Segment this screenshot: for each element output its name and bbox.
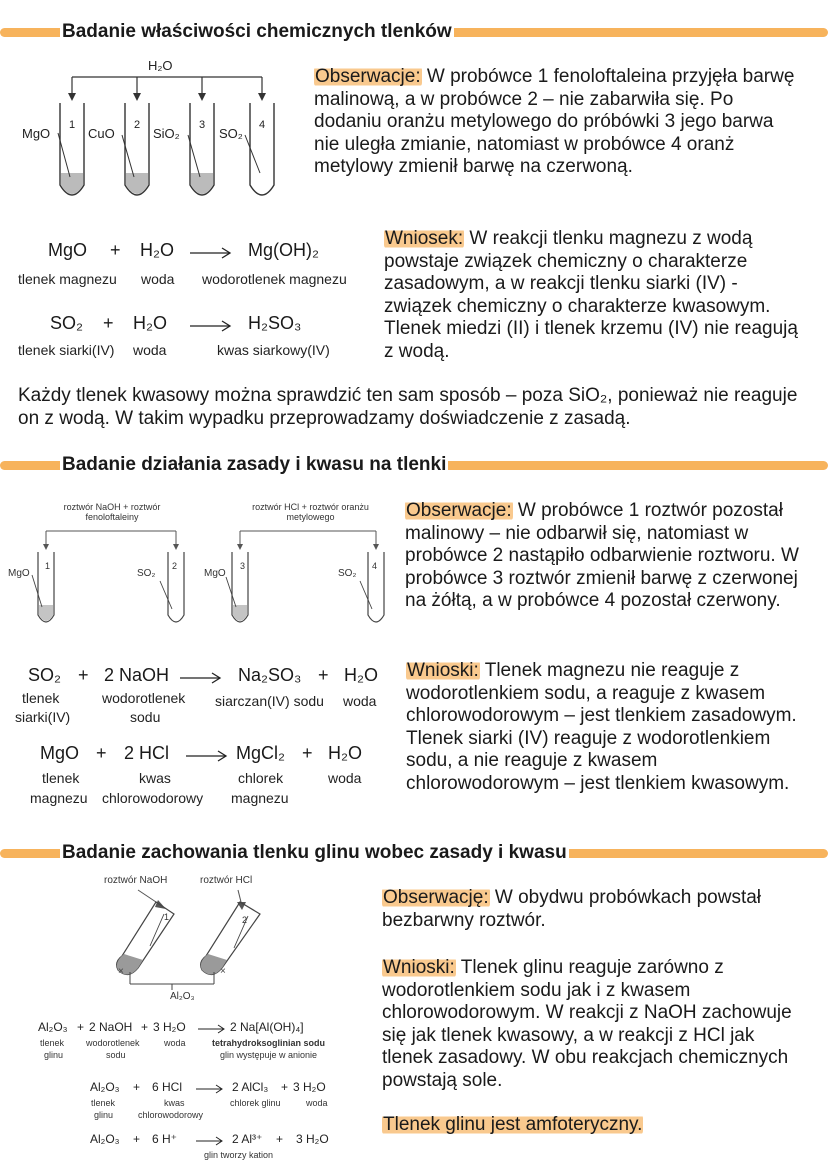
eq1-b-name: woda: [141, 271, 175, 287]
s3-conclusions-text: Tlenek glinu reaguje zarówno z wodorotlenkiem sodu jak i z kwasem chlorowodorowym. W reakcji z NaOH zachowuje się jak tlenek kwasowy, a w reakcji z HCl jak tlenek zasadowy. W obu reakcjach chemicznych powstają sole.: [382, 957, 792, 1091]
s3-left-reagent: roztwór NaOH: [104, 875, 168, 886]
tube4-number: 4: [259, 119, 266, 131]
s3-eq2-p1: +: [133, 1080, 141, 1094]
s3-eq3-arrow-icon: [196, 1136, 226, 1146]
s3-eq2-d-n: woda: [306, 1098, 328, 1108]
right-reagent-label: roztwór HCl + roztwór oranżu metylowego: [252, 502, 369, 522]
eq2-c-name: kwas siarkowy(IV): [217, 342, 330, 358]
s2-tube3-substance: MgO: [204, 568, 226, 579]
s2-eq1-b-name2: sodu: [130, 709, 161, 725]
s2-eq1-plus1: +: [78, 665, 89, 685]
s2-eq2-plus2: +: [302, 743, 313, 763]
eq2-arrow-icon: [190, 320, 234, 332]
s2-tube2-substance: SO₂: [137, 568, 156, 579]
s2-eq2-b-name2: chlorowodorowy: [102, 790, 204, 806]
s3-eq3-b: 6 H⁺: [152, 1132, 178, 1146]
tube1-number: 1: [69, 119, 76, 131]
section2-conclusions: [406, 660, 801, 795]
s3-tube2-number: 2: [242, 915, 248, 925]
s3-eq2-b-n1: kwas: [164, 1098, 185, 1108]
s3-conclusions-label: Wnioski:: [383, 957, 455, 978]
conclusion-label: Wniosek:: [385, 228, 464, 249]
s2-eq1-c: Na₂SO₃: [238, 665, 302, 685]
s3-eq1-arrow-icon: [198, 1024, 228, 1034]
s3-eq1-d: 2 Na[Al(OH)₄]: [230, 1020, 304, 1034]
svg-text:×: ×: [220, 966, 226, 977]
s3-eq1-a: Al₂O₃: [38, 1020, 68, 1034]
section1-conclusion: [384, 228, 804, 363]
section2-title: Badanie działania zasady i kwasu na tlenki: [62, 454, 447, 475]
s2-eq2-d-name: woda: [328, 770, 362, 786]
s3-eq1-d-n2: glin występuje w anionie: [220, 1050, 318, 1060]
s3-tube1-number: 1: [164, 912, 170, 922]
section3-conclusions: [382, 957, 802, 1092]
s3-eq1-a-n2: glinu: [44, 1050, 64, 1060]
final-statement: Tlenek glinu jest amfoteryczny.: [383, 1114, 643, 1135]
section2-observations: [405, 500, 805, 613]
s2-eq1-plus2: +: [318, 665, 329, 685]
s3-observations-text: W obydwu probówkach powstał bezbarwny roztwór.: [382, 887, 762, 931]
s3-eq3-p2: +: [276, 1132, 284, 1146]
s2-eq2-arrow-icon: [186, 750, 230, 762]
s2-tube1-substance: MgO: [8, 568, 30, 579]
s2-eq2-a-name2: magnezu: [30, 790, 88, 806]
s2-eq2-b: 2 HCl: [124, 743, 170, 763]
s3-eq1-p1: +: [77, 1020, 85, 1034]
s2-eq1-d-name: woda: [343, 693, 377, 709]
s2-eq1-c-name: siarczan(IV) sodu: [215, 693, 324, 709]
s3-eq2-c: 2 AlCl₃: [232, 1080, 269, 1094]
conclusion-text: W reakcji tlenku magnezu z wodą powstaje związek chemiczny o charakterze zasadowym, a w reakcji tlenku siarki (IV) - związek chemiczny o charakterze kwasowym. Tlenek miedzi (II) i tlenek krzemu (IV) nie reagują z wodą.: [384, 228, 798, 362]
base-acid-tubes-diagram: [0, 525, 400, 635]
left-reagent-label: roztwór NaOH + roztwór fenoloftaleiny: [63, 502, 161, 522]
section3-final: [382, 1114, 802, 1137]
s3-eq2-b: 6 HCl: [152, 1080, 183, 1094]
eq1-reactant-b: H₂O: [140, 240, 174, 260]
s3-eq1-c: 3 H₂O: [153, 1020, 186, 1034]
eq1-plus: +: [110, 240, 121, 260]
tube4-substance: SO₂: [219, 126, 243, 141]
s2-eq2-a-name1: tlenek: [42, 770, 80, 786]
s3-eq3-note: glin tworzy kation: [204, 1150, 274, 1160]
eq1-a-name: tlenek magnezu: [18, 271, 117, 287]
s3-right-reagent: roztwór HCl: [200, 875, 253, 886]
s2-eq1-a-name2: siarki(IV): [15, 709, 71, 725]
eq2-reactant-a: SO₂: [50, 313, 83, 333]
s2-eq2-a: MgO: [40, 743, 80, 763]
section1-title: Badanie właściwości chemicznych tlenków: [62, 21, 452, 42]
s3-eq3-c: 2 Al³⁺: [232, 1132, 263, 1146]
s2-eq1-d: H₂O: [344, 665, 378, 685]
s2-conclusions-text: Tlenek magnezu nie reaguje z wodorotlenkiem sodu, a reaguje z kwasem chlorowodorowym – jest tlenkiem zasadowym. Tlenek siarki (IV) reaguje z wodorotlenkiem sodu, a nie reaguje z kwasem chlorowodorowym – jest tlenkiem kwasowym.: [406, 660, 797, 794]
s3-eq2-arrow-icon: [196, 1084, 226, 1094]
test-tubes-water-diagram: [0, 55, 300, 195]
eq2-b-name: woda: [133, 342, 167, 358]
eq1-arrow-icon: [190, 247, 234, 259]
section3-title: Badanie zachowania tlenku glinu wobec zasady i kwasu: [62, 842, 567, 863]
eq1-c-name: wodorotlenek magnezu: [202, 271, 347, 287]
s3-eq3-d: 3 H₂O: [296, 1132, 329, 1146]
s3-eq2-p2: +: [281, 1080, 289, 1094]
s2-eq2-d: H₂O: [328, 743, 362, 763]
s2-eq2-plus1: +: [96, 743, 107, 763]
s2-tube2-number: 2: [172, 561, 178, 571]
s2-tube4-number: 4: [372, 561, 378, 571]
s2-tube1-number: 1: [45, 561, 51, 571]
s3-eq2-c-n: chlorek glinu: [230, 1098, 281, 1108]
s3-eq2-a-n2: glinu: [94, 1110, 114, 1120]
s2-eq1-b: 2 NaOH: [104, 665, 170, 685]
section1-observations: [314, 66, 804, 179]
s2-eq2-c-name2: magnezu: [231, 790, 289, 806]
s3-eq1-d-n1: tetrahydroksoglinian sodu: [212, 1038, 326, 1048]
eq1-product: Mg(OH)₂: [248, 240, 319, 260]
s2-eq2-b-name1: kwas: [139, 770, 171, 786]
eq2-reactant-b: H₂O: [133, 313, 167, 333]
s2-eq1-arrow-icon: [180, 672, 224, 684]
s2-eq1-a: SO₂: [28, 665, 61, 685]
section3-observations: [382, 887, 812, 932]
s2-tube4-substance: SO₂: [338, 568, 357, 579]
s2-tube3-number: 3: [240, 561, 246, 571]
s3-eq2-d: 3 H₂O: [293, 1080, 326, 1094]
s3-observations-label: Obserwację:: [383, 887, 489, 908]
s3-eq1-b-n2: sodu: [106, 1050, 126, 1060]
s3-eq1-a-n1: tlenek: [40, 1038, 65, 1048]
observations-label: Obserwacje:: [315, 66, 421, 87]
s2-eq1-a-name1: tlenek: [22, 690, 60, 706]
alumina-tubes-diagram: [110, 886, 290, 996]
s3-eq2-a: Al₂O₃: [90, 1080, 120, 1094]
s2-eq2-c: MgCl₂: [236, 743, 285, 763]
s3-eq1-b: 2 NaOH: [89, 1020, 133, 1034]
s3-eq1-p2: +: [141, 1020, 149, 1034]
s2-eq1-b-name1: wodorotlenek: [102, 690, 186, 706]
section1-note: Każdy tlenek kwasowy można sprawdzić ten sam sposób – poza SiO₂, ponieważ nie reaguje on z wodą. W takim wypadku przeprowadzamy doświadczenie z zasadą.: [18, 385, 798, 429]
eq1-reactant-a: MgO: [48, 240, 88, 260]
tube1-substance: MgO: [22, 126, 51, 141]
s2-eq2-c-name1: chlorek: [238, 770, 284, 786]
eq2-product: H₂SO₃: [248, 313, 302, 333]
s3-eq3-p1: +: [133, 1132, 141, 1146]
s3-eq2-b-n2: chlorowodorowy: [138, 1110, 204, 1120]
s3-eq2-a-n1: tlenek: [91, 1098, 116, 1108]
tube2-substance: CuO: [88, 126, 115, 141]
s3-eq1-c-n: woda: [164, 1038, 186, 1048]
s2-observations-text: W probówce 1 roztwór pozostał malinowy – nie odbarwił się, natomiast w probówce 2 nastąpiło odbarwienie roztworu. W probówce 3 roztwór zmienił barwę z czerwonej na żółtą, a w probówce 4 pozostał czerwony.: [405, 500, 799, 611]
svg-text:×: ×: [118, 966, 124, 977]
tube2-number: 2: [134, 119, 141, 131]
observations-text: W probówce 1 fenoloftaleina przyjęła barwę malinową, a w probówce 2 – nie zabarwiła się. Po dodaniu oranżu metylowego do próbówki 3 jego barwa nie uległa zmianie, natomiast w probówce 4 oranż metylowy zmienił barwę na czerwoną.: [314, 66, 795, 177]
s2-observations-label: Obserwacje:: [406, 500, 512, 521]
eq2-plus: +: [103, 313, 114, 333]
tube3-substance: SiO₂: [153, 126, 180, 141]
tube3-number: 3: [199, 119, 206, 131]
s2-conclusions-label: Wnioski:: [407, 660, 479, 681]
eq2-a-name: tlenek siarki(IV): [18, 342, 115, 358]
s3-eq3-a: Al₂O₃: [90, 1132, 120, 1146]
s3-bottom-label: Al₂O₃: [170, 991, 195, 1002]
s3-eq1-b-n1: wodorotlenek: [86, 1038, 140, 1048]
water-label: H₂O: [148, 58, 173, 73]
